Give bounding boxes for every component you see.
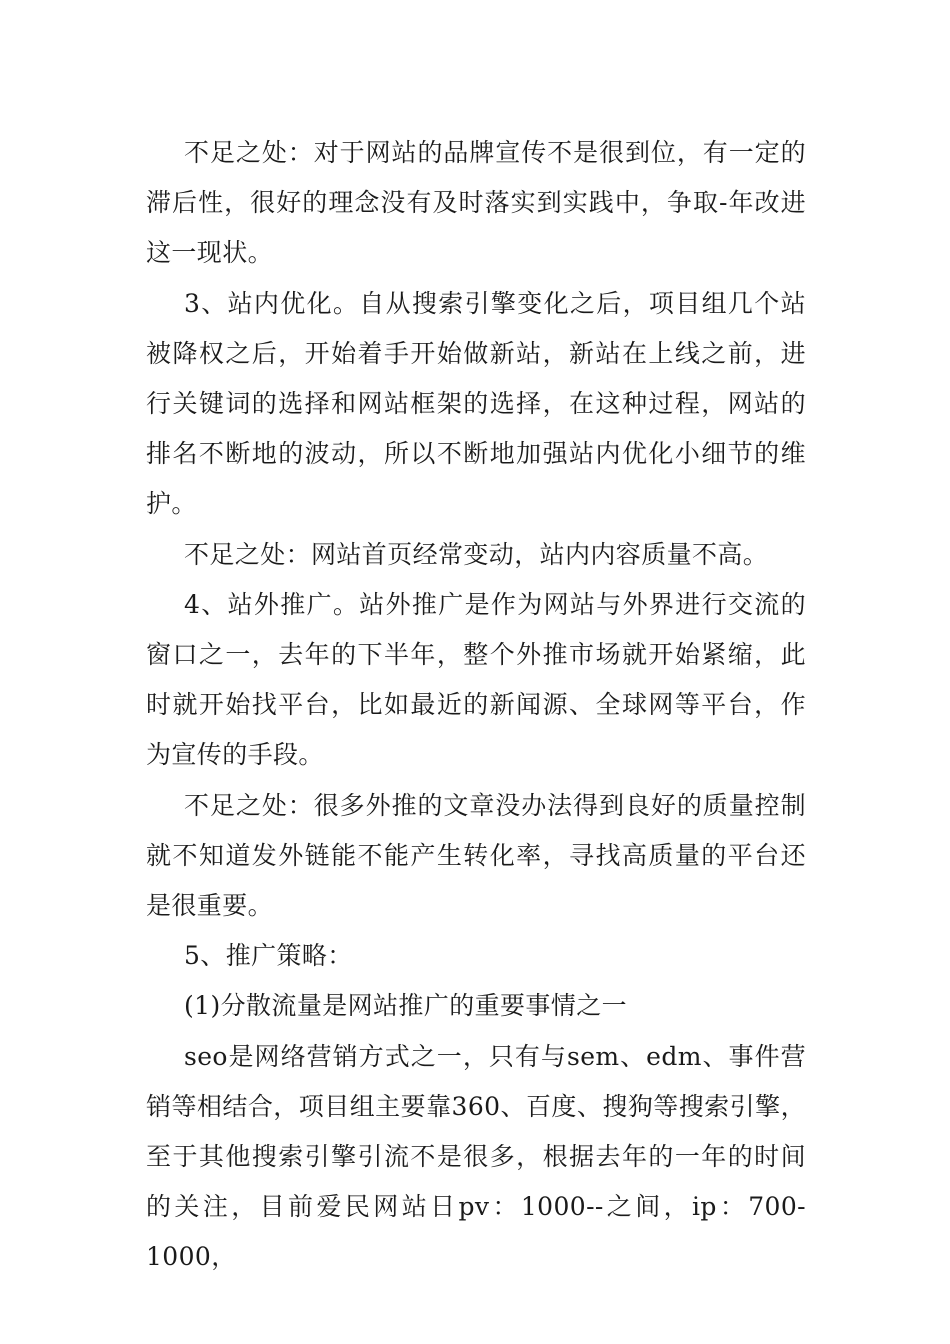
paragraph-shortcomings-external-articles: 不足之处：很多外推的文章没办法得到良好的质量控制就不知道发外链能不能产生转化率，寻找高质量的平台还是很重要。 xyxy=(146,790,806,921)
paragraph-shortcomings-brand: 不足之处：对于网站的品牌宣传不是很到位，有一定的滞后性，很好的理念没有及时落实到实践中，争取-年改进这一现状。 xyxy=(146,138,806,268)
paragraph-onsite-optimization: 3、站内优化。自从搜索引擎变化之后，项目组几个站被降权之后，开始着手开始做新站，新站在上线之前，进行关键词的选择和网站框架的选择，在这种过程，网站的排名不断地的波动，所以不断地加强站内优化小细节的维护。 xyxy=(146,288,806,519)
document-body xyxy=(146,128,806,1283)
paragraph-shortcomings-homepage: 不足之处：网站首页经常变动，站内内容质量不高。 xyxy=(184,539,769,569)
paragraph-seo-traffic: seo是网络营销方式之一，只有与sem、edm、事件营销等相结合，项目组主要靠360、百度、搜狗等搜索引擎，至于其他搜索引擎引流不是很多，根据去年的一年的时间的关注，目前爱民网站日pv：1000--之间，ip：700-1000， xyxy=(146,1041,806,1272)
subheading-traffic-distribution: (1)分散流量是网站推广的重要事情之一 xyxy=(184,991,628,1021)
heading-promotion-strategy: 5、推广策略： xyxy=(184,941,353,971)
paragraph-offsite-promotion: 4、站外推广。站外推广是作为网站与外界进行交流的窗口之一，去年的下半年，整个外推市场就开始紧缩，此时就开始找平台，比如最近的新闻源、全球网等平台，作为宣传的手段。 xyxy=(146,589,806,770)
